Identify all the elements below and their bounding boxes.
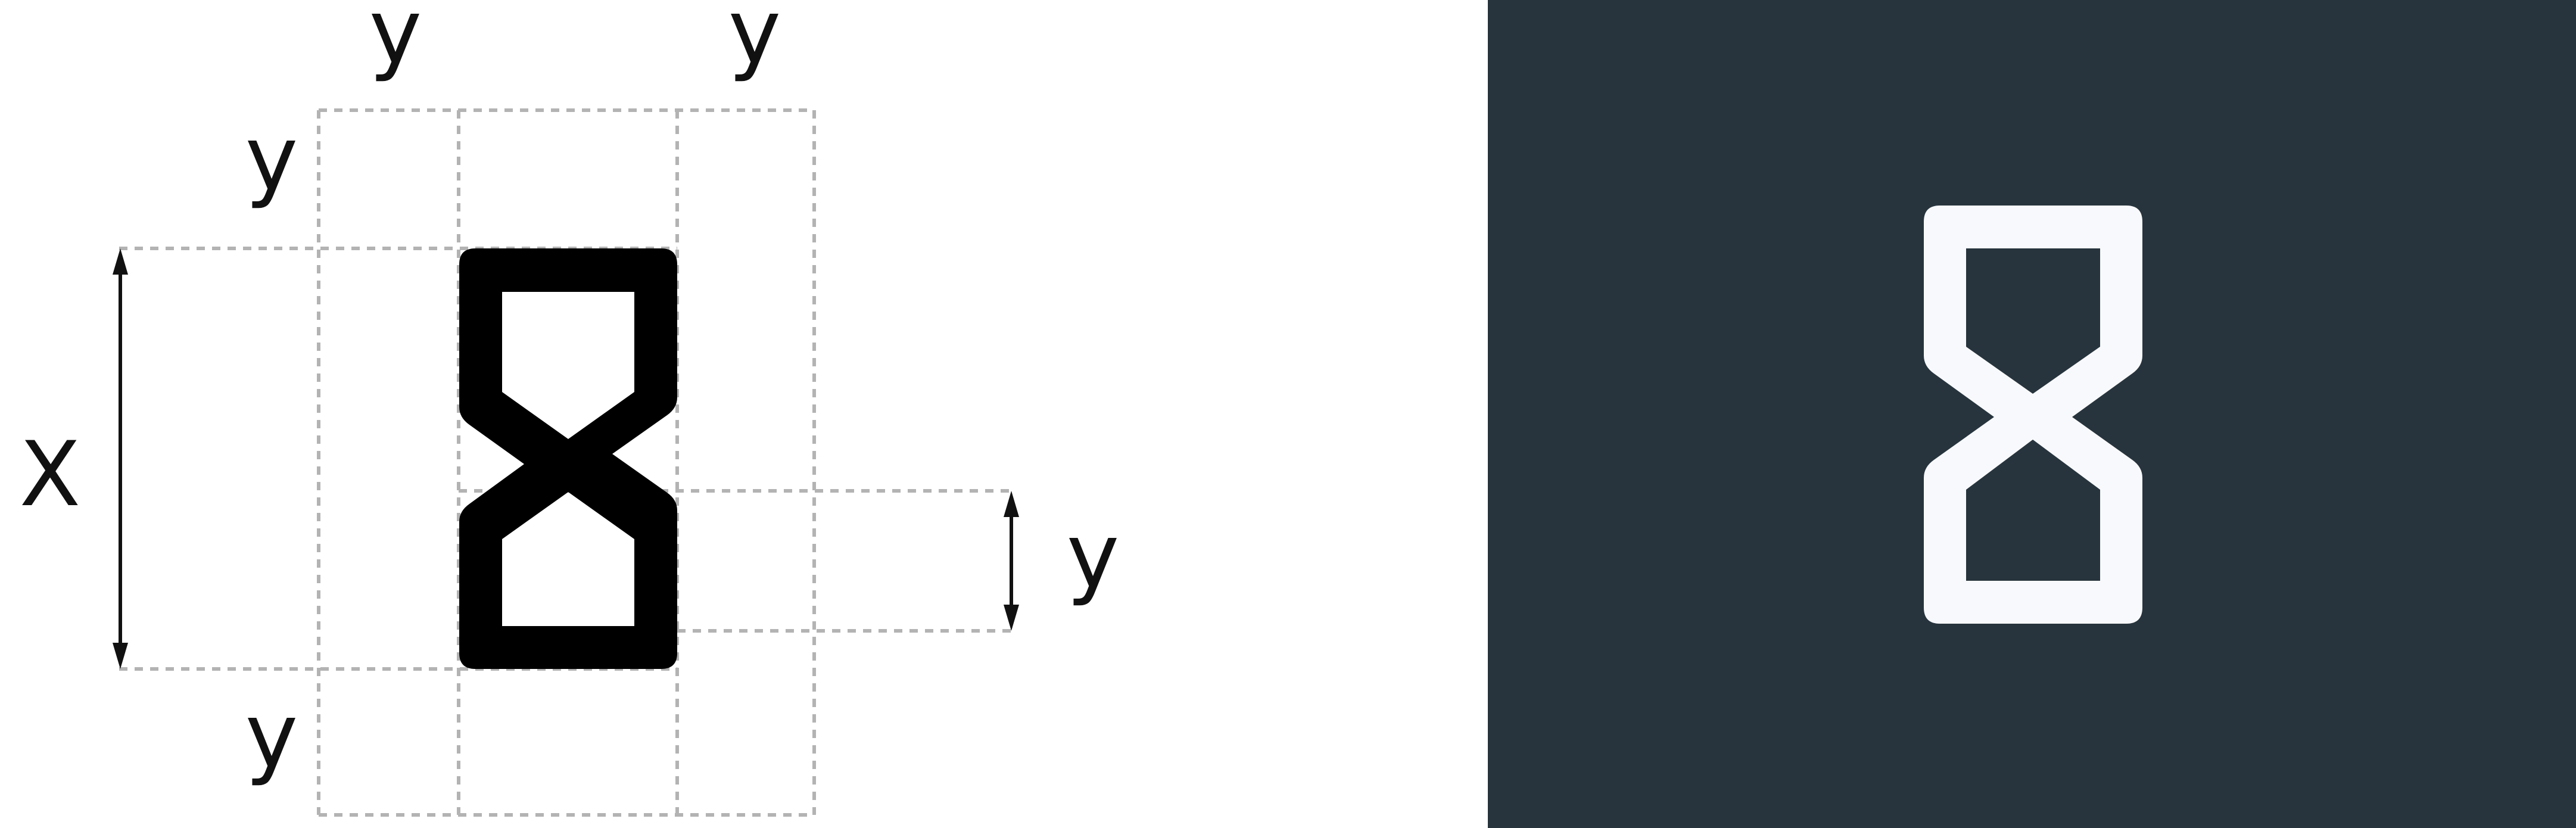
icon-preview-panel xyxy=(1488,0,2576,828)
label-y-left-upper: y xyxy=(245,107,298,211)
label-y-top-left: y xyxy=(369,0,422,84)
label-x-height: X xyxy=(19,423,81,527)
label-y-right: y xyxy=(1066,505,1120,608)
hourglass-icon-dark xyxy=(459,248,677,669)
label-y-left-lower: y xyxy=(245,684,298,788)
label-y-top-right: y xyxy=(728,0,781,84)
spacing-dimension-arrow xyxy=(1004,491,1019,631)
hourglass-icon xyxy=(459,248,677,669)
icon-preview xyxy=(1488,0,2576,828)
height-dimension-arrow xyxy=(113,248,128,669)
